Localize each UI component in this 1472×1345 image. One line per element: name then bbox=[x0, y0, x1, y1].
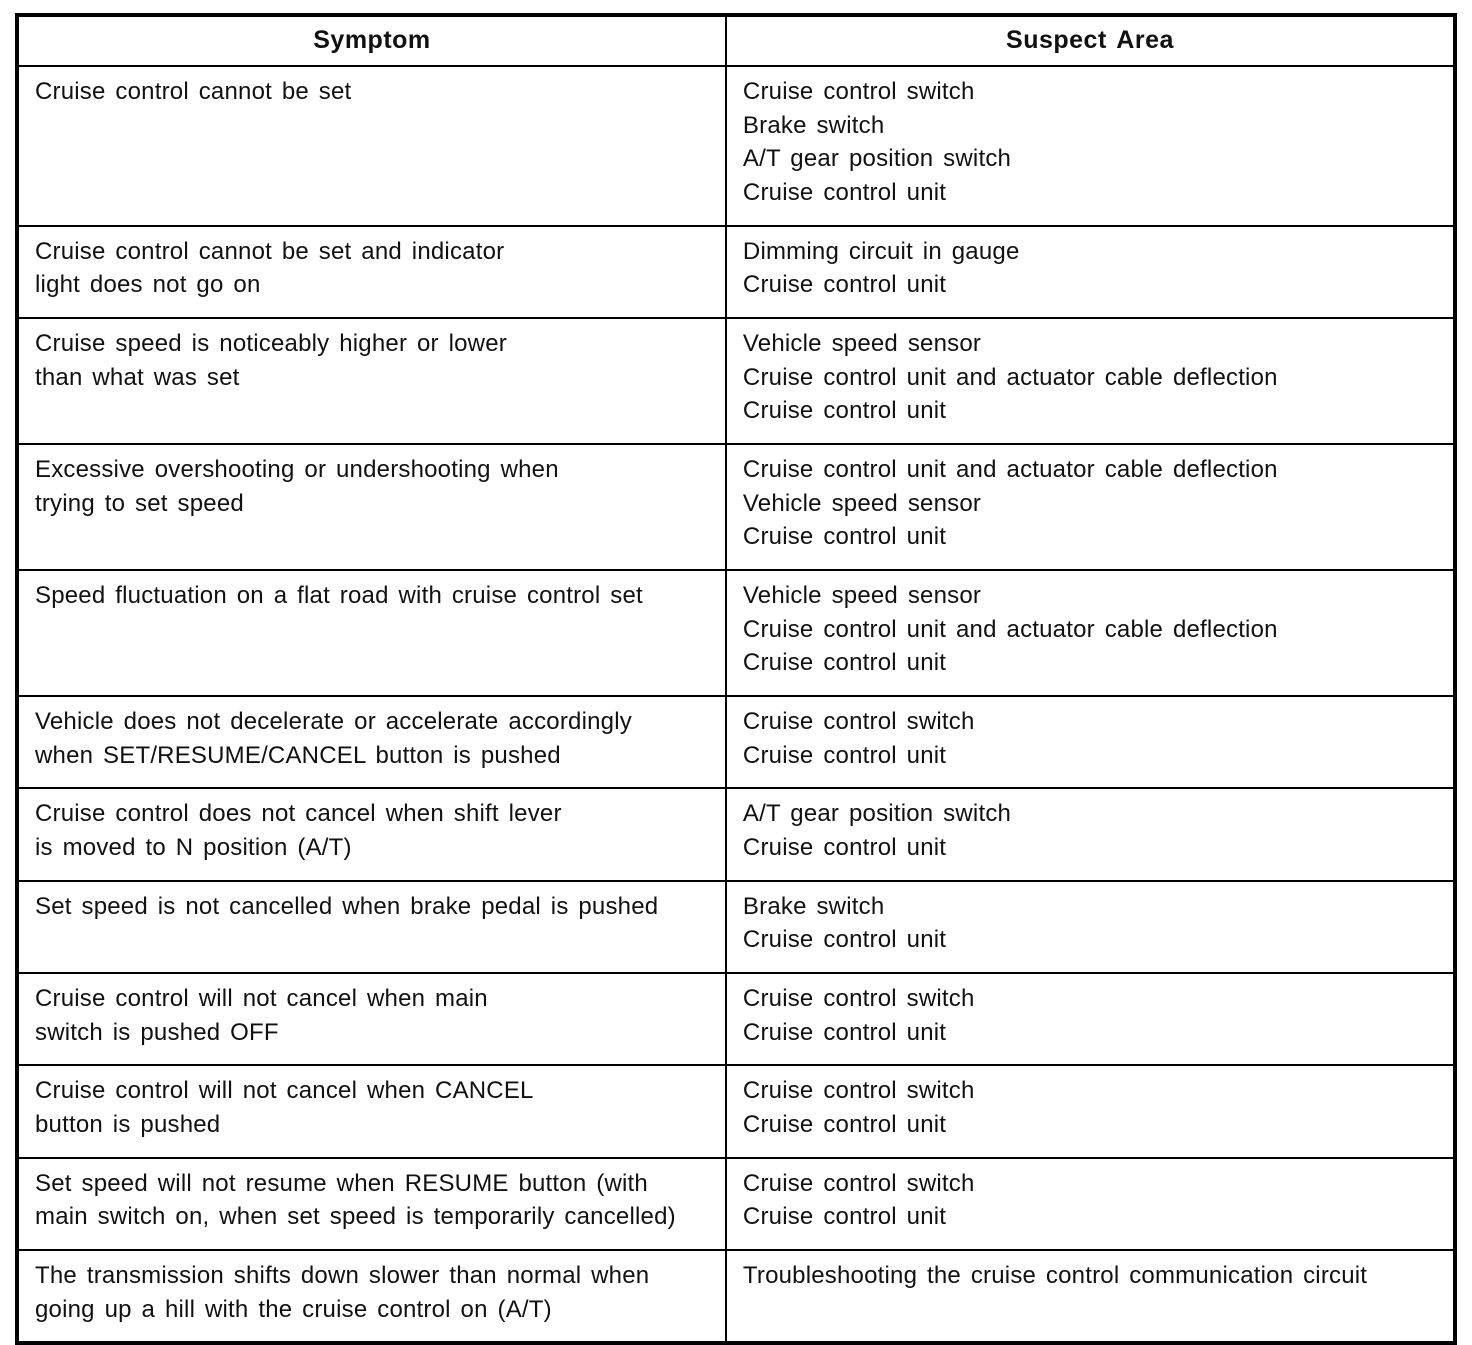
text-line: Brake switch bbox=[742, 892, 885, 920]
text-line: Cruise control switch bbox=[742, 78, 975, 105]
table-row bbox=[17, 66, 1455, 226]
text-line: Cruise control unit bbox=[742, 1203, 947, 1231]
symptom-cell bbox=[17, 1250, 726, 1343]
suspect-area-cell bbox=[726, 1158, 1455, 1250]
text-line: The transmission shifts down slower than normal when bbox=[35, 1262, 650, 1290]
text-line: when SET/RESUME/CANCEL button is pushed bbox=[35, 741, 561, 769]
text-line: Cruise control unit and actuator cable deflection bbox=[742, 615, 1278, 643]
suspect-area-cell bbox=[726, 1065, 1455, 1157]
text-line: Cruise control unit bbox=[742, 649, 947, 677]
table-header bbox=[17, 15, 1455, 66]
symptom-cell bbox=[17, 444, 726, 570]
text-line: Cruise control cannot be set and indicator bbox=[35, 237, 505, 265]
table-row bbox=[17, 1158, 1455, 1250]
text-line: Cruise control unit bbox=[742, 834, 947, 862]
table-row bbox=[17, 973, 1455, 1065]
suspect-area-cell bbox=[726, 226, 1455, 318]
text-line: A/T gear position switch bbox=[742, 145, 1012, 173]
suspect-area-cell bbox=[726, 318, 1455, 444]
table-row bbox=[17, 570, 1455, 696]
text-line: Cruise control unit and actuator cable deflection bbox=[742, 363, 1278, 391]
symptom-cell bbox=[17, 881, 726, 973]
text-line: switch is pushed OFF bbox=[35, 1018, 279, 1046]
text-line: Cruise speed is noticeably higher or lower bbox=[35, 330, 507, 358]
suspect-area-cell bbox=[726, 973, 1455, 1065]
symptom-cell bbox=[17, 318, 726, 444]
text-line: Troubleshooting the cruise control communication circuit bbox=[742, 1262, 1368, 1290]
text-line: Cruise control switch bbox=[742, 985, 975, 1013]
text-line: Cruise control switch bbox=[742, 1169, 975, 1197]
header-row bbox=[17, 15, 1455, 66]
text-line: Vehicle speed sensor bbox=[742, 330, 982, 358]
symptom-cell bbox=[17, 973, 726, 1065]
suspect-area-cell bbox=[726, 881, 1455, 973]
text-line: Brake switch bbox=[742, 111, 885, 139]
suspect-area-cell bbox=[726, 788, 1455, 880]
text-line: Vehicle speed sensor bbox=[742, 582, 982, 610]
text-line: Set speed will not resume when RESUME button (with bbox=[35, 1169, 648, 1197]
suspect-area-cell bbox=[726, 66, 1455, 226]
text-line: Cruise control unit and actuator cable deflection bbox=[742, 456, 1278, 484]
text-line: Excessive overshooting or undershooting when bbox=[35, 456, 559, 484]
text-line: Cruise control unit bbox=[742, 397, 947, 425]
text-line: Cruise control unit bbox=[742, 926, 947, 954]
symptom-cell bbox=[17, 788, 726, 880]
text-line: Speed fluctuation on a flat road with cruise control set bbox=[35, 582, 643, 610]
symptom-cell bbox=[17, 696, 726, 788]
table-row bbox=[17, 788, 1455, 880]
text-line: Cruise control will not cancel when main bbox=[35, 985, 488, 1013]
table-row bbox=[17, 881, 1455, 973]
text-line: main switch on, when set speed is temporarily cancelled) bbox=[35, 1203, 676, 1231]
text-line: Vehicle speed sensor bbox=[742, 489, 982, 517]
symptom-cell bbox=[17, 66, 726, 226]
table-row bbox=[17, 444, 1455, 570]
text-line: Cruise control cannot be set bbox=[35, 78, 352, 105]
symptom-column-header: Symptom bbox=[17, 15, 726, 66]
text-line: than what was set bbox=[35, 363, 240, 391]
troubleshooting-table bbox=[15, 13, 1457, 1345]
text-line: Cruise control unit bbox=[742, 741, 947, 769]
table-row bbox=[17, 1250, 1455, 1343]
text-line: A/T gear position switch bbox=[742, 800, 1012, 828]
text-line: Cruise control unit bbox=[742, 179, 947, 207]
text-line: trying to set speed bbox=[35, 489, 244, 517]
text-line: going up a hill with the cruise control on (A/T) bbox=[35, 1295, 552, 1323]
suspect-area-cell bbox=[726, 1250, 1455, 1343]
suspect-area-cell bbox=[726, 570, 1455, 696]
text-line: Cruise control switch bbox=[742, 708, 975, 736]
text-line: Vehicle does not decelerate or accelerate accordingly bbox=[35, 708, 632, 736]
table-row bbox=[17, 696, 1455, 788]
table-row bbox=[17, 226, 1455, 318]
text-line: button is pushed bbox=[35, 1111, 221, 1139]
symptom-cell bbox=[17, 1065, 726, 1157]
table-row bbox=[17, 318, 1455, 444]
table-row bbox=[17, 1065, 1455, 1157]
table-body bbox=[17, 66, 1455, 1343]
suspect-area-column-header: Suspect Area bbox=[726, 15, 1455, 66]
text-line: Cruise control will not cancel when CANCEL bbox=[35, 1077, 534, 1105]
text-line: is moved to N position (A/T) bbox=[35, 834, 352, 862]
text-line: Cruise control unit bbox=[742, 1111, 947, 1139]
text-line: light does not go on bbox=[35, 271, 261, 299]
text-line: Cruise control unit bbox=[742, 523, 947, 551]
symptom-cell bbox=[17, 570, 726, 696]
text-line: Cruise control unit bbox=[742, 1018, 947, 1046]
symptom-cell bbox=[17, 1158, 726, 1250]
text-line: Cruise control unit bbox=[742, 271, 947, 299]
symptom-cell bbox=[17, 226, 726, 318]
text-line: Cruise control does not cancel when shift lever bbox=[35, 800, 562, 828]
text-line: Set speed is not cancelled when brake pedal is pushed bbox=[35, 892, 659, 920]
text-line: Cruise control switch bbox=[742, 1077, 975, 1105]
suspect-area-cell bbox=[726, 696, 1455, 788]
text-line: Dimming circuit in gauge bbox=[742, 237, 1020, 265]
suspect-area-cell bbox=[726, 444, 1455, 570]
